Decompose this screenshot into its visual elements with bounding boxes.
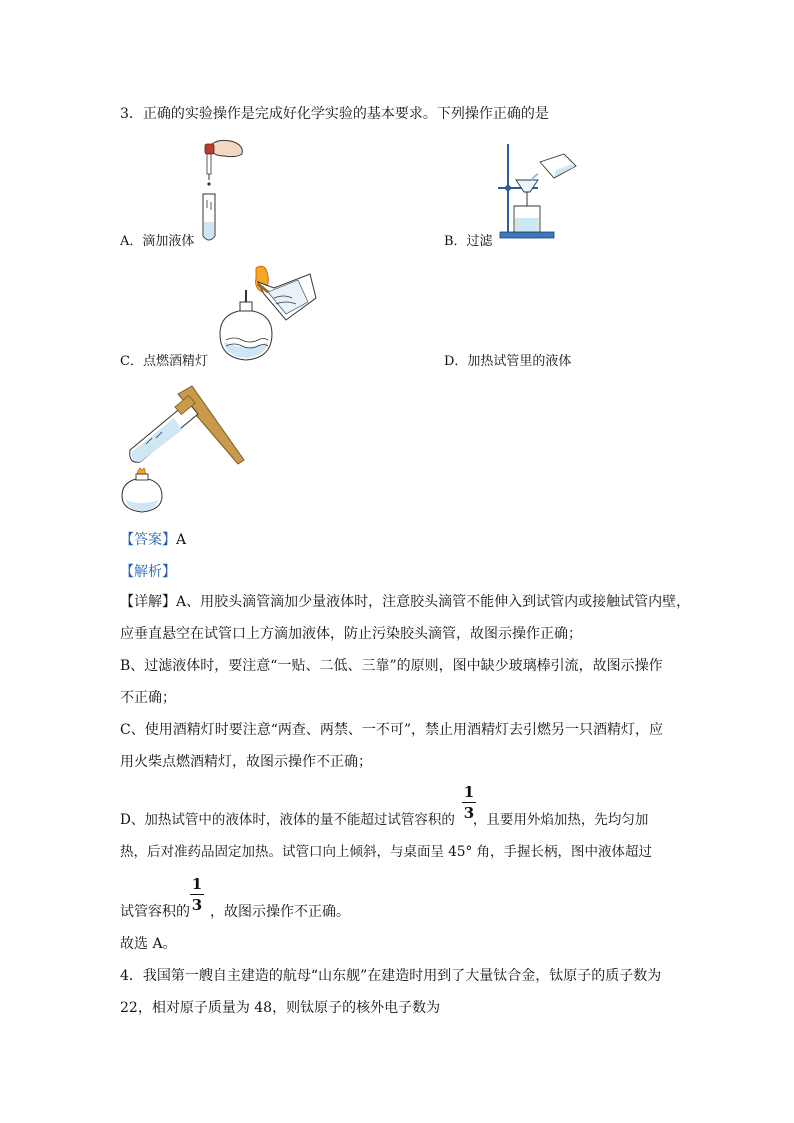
- fraction-one-third-1: [462, 784, 476, 821]
- detail-d-line-1: [120, 810, 648, 830]
- fraction-one-third-2: [190, 876, 204, 913]
- detail-d-text-c: 试管容积的: [120, 904, 190, 920]
- detail-line-5: C、使用酒精灯时要注意“两查、两禁、一不可”，禁止用酒精灯去引燃另一只酒精灯，应: [120, 722, 664, 738]
- detail-line-2: 应垂直悬空在试管口上方滴加液体，防止污染胶头滴管，故图示操作正确；: [120, 626, 582, 642]
- detail-line-1: [120, 592, 690, 612]
- detail-text-1: A、用胶头滴管滴加少量液体时，注意胶头滴管不能伸入到试管内或接触试管内壁，: [176, 594, 691, 610]
- option-b-label: B．过滤: [444, 234, 493, 249]
- detail-line-4: 不正确；: [120, 690, 176, 706]
- fraction-denominator: 3: [191, 896, 203, 914]
- fraction-denominator: 3: [463, 804, 475, 822]
- analysis-tag: 【解析】: [120, 564, 176, 580]
- detail-d-text-b: ，且要用外焰加热，先均匀加: [472, 812, 649, 828]
- detail-d-text-d: ，故图示操作不正确。: [210, 904, 350, 920]
- detail-d-line-2: 热，后对准药品固定加热。试管口向上倾斜，与桌面呈 45° 角，手握长柄，图中液体超过: [120, 844, 653, 860]
- answer-tag: 【答案】: [120, 532, 176, 548]
- question-3-stem: 3．正确的实验操作是完成好化学实验的基本要求。下列操作正确的是: [120, 106, 549, 122]
- question-4-line-2: 22，相对原子质量为 48，则钛原子的核外电子数为: [120, 1000, 441, 1016]
- question-4-line-1: 4．我国第一艘自主建造的航母“山东舰”在建造时用到了大量钛合金，钛原子的质子数为: [120, 968, 662, 984]
- fraction-numerator: 1: [191, 875, 203, 893]
- figure-a-dropper: [190, 136, 248, 246]
- option-c-label: C．点燃酒精灯: [120, 354, 208, 369]
- answer-value: A: [176, 532, 187, 548]
- conclusion: 故选 A。: [120, 936, 177, 952]
- option-d-label: D．加热试管里的液体: [444, 354, 572, 369]
- figure-b-filtration: [494, 140, 584, 244]
- detail-line-3: B、过滤液体时，要注意“一贴、二低、三靠”的原则，图中缺少玻璃棒引流，故图示操作: [120, 658, 663, 674]
- option-a-label: A．滴加液体: [120, 234, 195, 249]
- detail-line-6: 用火柴点燃酒精灯，故图示操作不正确；: [120, 754, 372, 770]
- detail-tag: 【详解】: [120, 594, 176, 610]
- fraction-numerator: 1: [463, 783, 475, 801]
- detail-d-line-3: [120, 902, 350, 922]
- figure-d-heating-tube: [116, 384, 250, 514]
- figure-c-lamp-lighting: [212, 262, 324, 366]
- detail-d-text-a: D、加热试管中的液体时，液体的量不能超过试管容积的: [120, 812, 455, 828]
- answer-line: [120, 530, 186, 550]
